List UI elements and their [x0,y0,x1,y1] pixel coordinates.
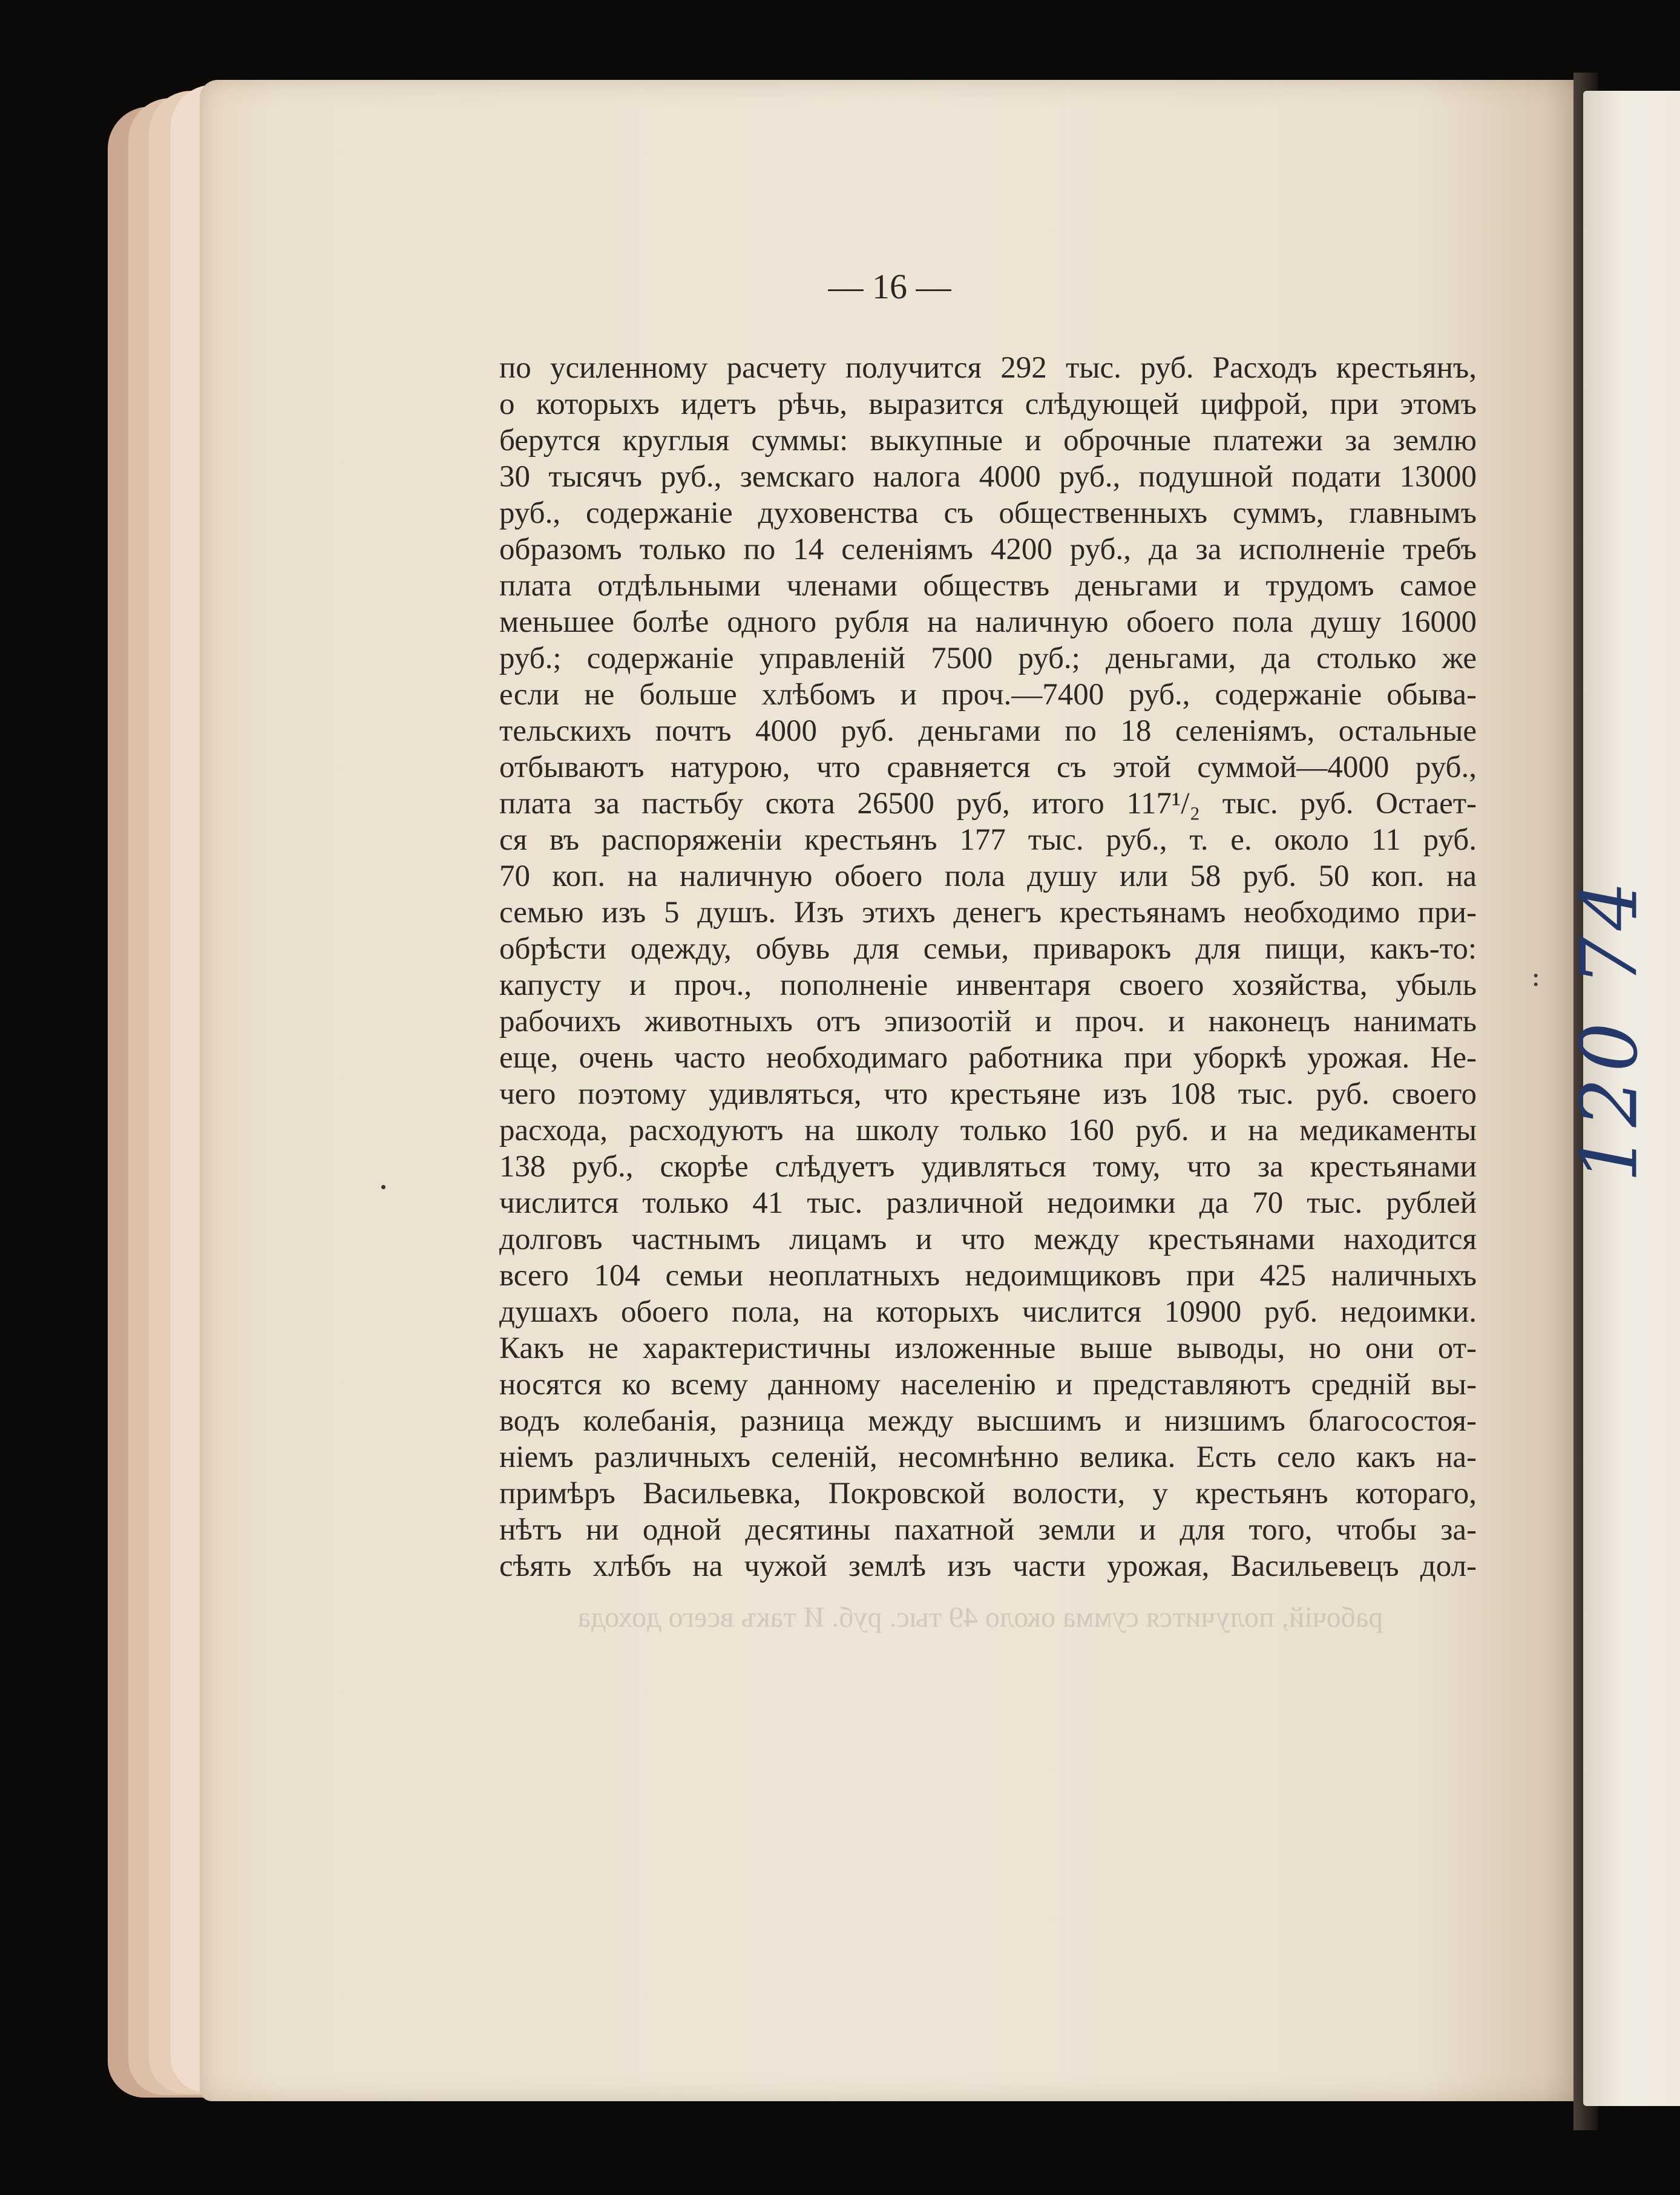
text-line: чего поэтому удивляться, что крестьяне изъ 108 тыс. руб. своего [499,1077,1477,1111]
body-text [499,350,1477,1584]
text-line: по усиленному расчету получится 292 тыс. руб. Расходъ крестьянъ, [499,351,1477,385]
margin-mark: : [1531,960,1541,993]
ink-speck [381,1185,386,1189]
text-line: сѣять хлѣбъ на чужой землѣ изъ части урожая, Васильевецъ дол- [499,1549,1477,1583]
text-line: берутся круглыя суммы: выкупные и оброчные платежи за землю [499,424,1477,458]
text-line: душахъ обоего пола, на которыхъ числится 10900 руб. недоимки. [499,1295,1477,1329]
text-line: ніемъ различныхъ селеній, несомнѣнно велика. Есть село какъ на- [499,1440,1477,1474]
text-line: расхода, расходуютъ на школу только 160 руб. и на медикаменты [499,1114,1477,1147]
text-line: Какъ не характеристичны изложенные выше выводы, но они от- [499,1331,1477,1365]
text-line: о которыхъ идетъ рѣчь, выразится слѣдующей цифрой, при этомъ [499,387,1477,421]
text-line: еще, очень часто необходимаго работника при уборкѣ урожая. Не- [499,1041,1477,1075]
text-line: руб., содержаніе духовенства съ общественныхъ суммъ, главнымъ [499,496,1477,530]
text-line: числится только 41 тыс. различной недоимки да 70 тыс. рублей [499,1186,1477,1220]
text-line: если не больше хлѣбомъ и проч.—7400 руб., содержаніе обыва- [499,678,1477,712]
text-line: 138 руб., скорѣе слѣдуетъ удивляться тому, что за крестьянами [499,1150,1477,1184]
text-line: 30 тысячъ руб., земскаго налога 4000 руб., подушной подати 13000 [499,460,1477,494]
text-line: обрѣсти одежду, обувь для семьи, приварокъ для пищи, какъ-то: [499,932,1477,966]
text-line: всего 104 семьи неоплатныхъ недоимщиковъ при 425 наличныхъ [499,1259,1477,1293]
text-line: образомъ только по 14 селеніямъ 4200 руб., да за исполненіе требъ [499,533,1477,566]
text-line: капусту и проч., пополненіе инвентаря своего хозяйства, убыль [499,968,1477,1002]
text-line: отбываютъ натурою, что сравняется съ этой суммой—4000 руб., [499,750,1477,784]
text-line: рабочихъ животныхъ отъ эпизоотій и проч. и наконецъ нанимать [499,1005,1477,1038]
text-line: ся въ распоряженіи крестьянъ 177 тыс. руб., т. е. около 11 руб. [499,823,1477,857]
text-line: примѣръ Васильевка, Покровской волости, у крестьянъ котораго, [499,1477,1477,1511]
page-number: — 16 — [828,267,951,306]
text-line: носятся ко всему данному населенію и представляютъ средній вы- [499,1368,1477,1402]
text-line: плата за пастьбу скота 26500 руб, итого 117¹/₂ тыс. руб. Остает- [499,787,1477,821]
text-line: долговъ частнымъ лицамъ и что между крестьянами находится [499,1222,1477,1256]
handwritten-note-text: 120 74 [1564,875,1655,1183]
text-line: 70 коп. на наличную обоего пола душу или 58 руб. 50 коп. на [499,859,1477,893]
text-line: тельскихъ почтъ 4000 руб. деньгами по 18 селеніямъ, остальные [499,714,1477,748]
text-line: нѣтъ ни одной десятины пахатной земли и для того, чтобы за- [499,1513,1477,1547]
text-line: меньшее болѣе одного рубля на наличную обоего пола душу 16000 [499,605,1477,639]
text-line: плата отдѣльными членами обществъ деньгами и трудомъ самое [499,569,1477,603]
text-line: водъ колебанія, разница между высшимъ и низшимъ благосостоя- [499,1404,1477,1438]
bleed-through-text: рабочій, получится сумма около 49 тыс. руб. И такъ всего дохода [577,1601,1383,1633]
text-line: руб.; содержаніе управленій 7500 руб.; деньгами, да столько же [499,641,1477,675]
text-line: семью изъ 5 душъ. Изъ этихъ денегъ крестьянамъ необходимо при- [499,896,1477,930]
